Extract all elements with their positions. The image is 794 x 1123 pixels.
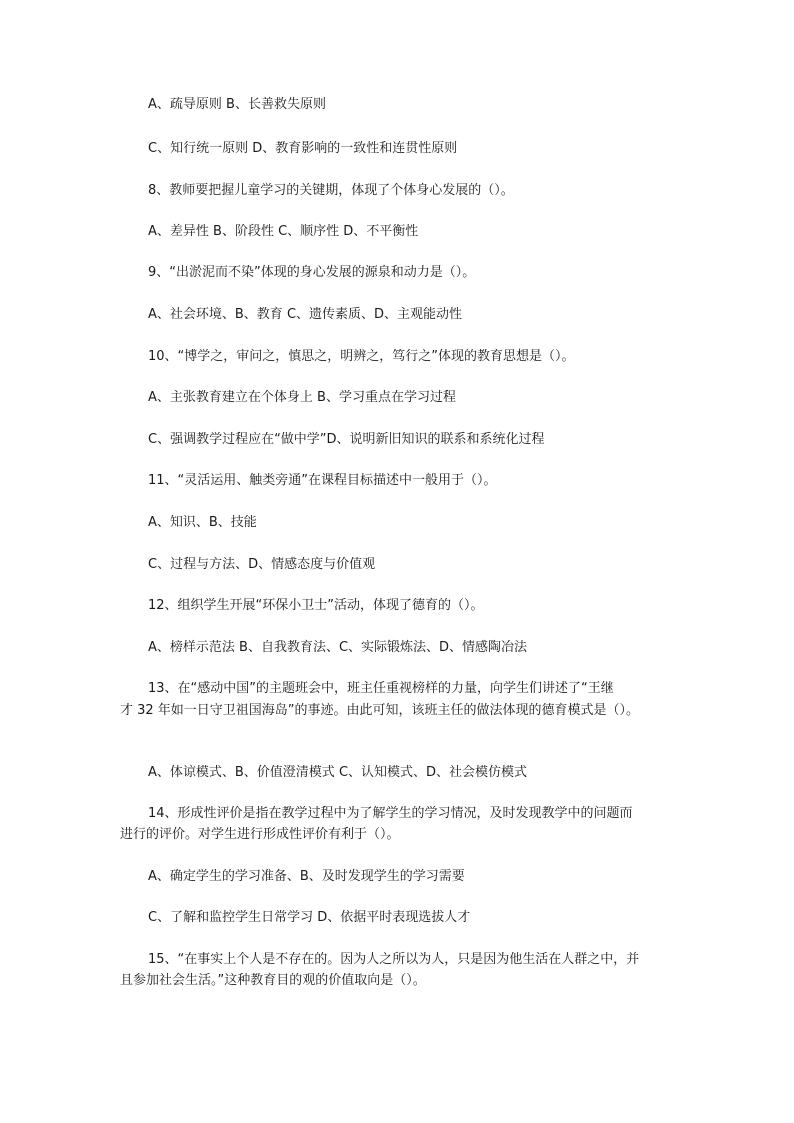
q11-options-ab: A、知识、B、技能 bbox=[148, 515, 257, 530]
q10-options-ab: A、主张教育建立在个体身上 B、学习重点在学习过程 bbox=[148, 390, 456, 405]
q15-question-line1: 15、“在事实上个人是不存在的。因为人之所以为人，只是因为他生活在人群之中，并 bbox=[148, 952, 640, 967]
q14-options-cd: C、了解和监控学生日常学习 D、依据平时表现选拔人才 bbox=[148, 910, 471, 925]
q14-options-ab: A、确定学生的学习准备、B、及时发现学生的学习需要 bbox=[148, 869, 465, 884]
q7-options-ab: A、疏导原则 B、长善救失原则 bbox=[148, 97, 326, 112]
q7-options-cd: C、知行统一原则 D、教育影响的一致性和连贯性原则 bbox=[148, 141, 458, 156]
q15-question-line2: 且参加社会生活。”这种教育目的观的价值取向是（）。 bbox=[120, 973, 426, 988]
q9-question: 9、“出淤泥而不染”体现的身心发展的源泉和动力是（）。 bbox=[148, 265, 476, 280]
q11-options-cd: C、过程与方法、D、情感态度与价值观 bbox=[148, 557, 376, 572]
q10-question: 10、“博学之，审问之，慎思之，明辨之，笃行之”体现的教育思想是（）。 bbox=[148, 349, 575, 364]
q14-question-line1: 14、形成性评价是指在教学过程中为了解学生的学习情况，及时发现教学中的问题而 bbox=[148, 806, 633, 821]
q10-options-cd: C、强调教学过程应在“做中学”D、说明新旧知识的联系和系统化过程 bbox=[148, 432, 545, 447]
q13-question-line2: 才 32 年如一日守卫祖国海岛”的事迹。由此可知，该班主任的做法体现的德育模式是（）。 bbox=[120, 703, 640, 718]
q13-question-line1: 13、在“感动中国”的主题班会中，班主任重视榜样的力量，向学生们讲述了“王继 bbox=[148, 681, 614, 696]
q11-question: 11、“灵活运用、触类旁通”在课程目标描述中一般用于（）。 bbox=[148, 473, 497, 488]
q12-options: A、榜样示范法 B、自我教育法、C、实际锻炼法、D、情感陶冶法 bbox=[148, 640, 528, 655]
q14-question-line2: 进行的评价。对学生进行形成性评价有利于（）。 bbox=[120, 827, 400, 842]
q8-question: 8、教师要把握儿童学习的关键期，体现了个体身心发展的（）。 bbox=[148, 183, 514, 198]
q13-options: A、体谅模式、B、价值澄清模式 C、认知模式、D、社会模仿模式 bbox=[148, 765, 528, 780]
q9-options: A、社会环境、B、教育 C、遗传素质、D、主观能动性 bbox=[148, 307, 463, 322]
q12-question: 12、组织学生开展“环保小卫士”活动，体现了德育的（）。 bbox=[148, 598, 484, 613]
q8-options: A、差异性 B、阶段性 C、顺序性 D、不平衡性 bbox=[148, 224, 419, 239]
